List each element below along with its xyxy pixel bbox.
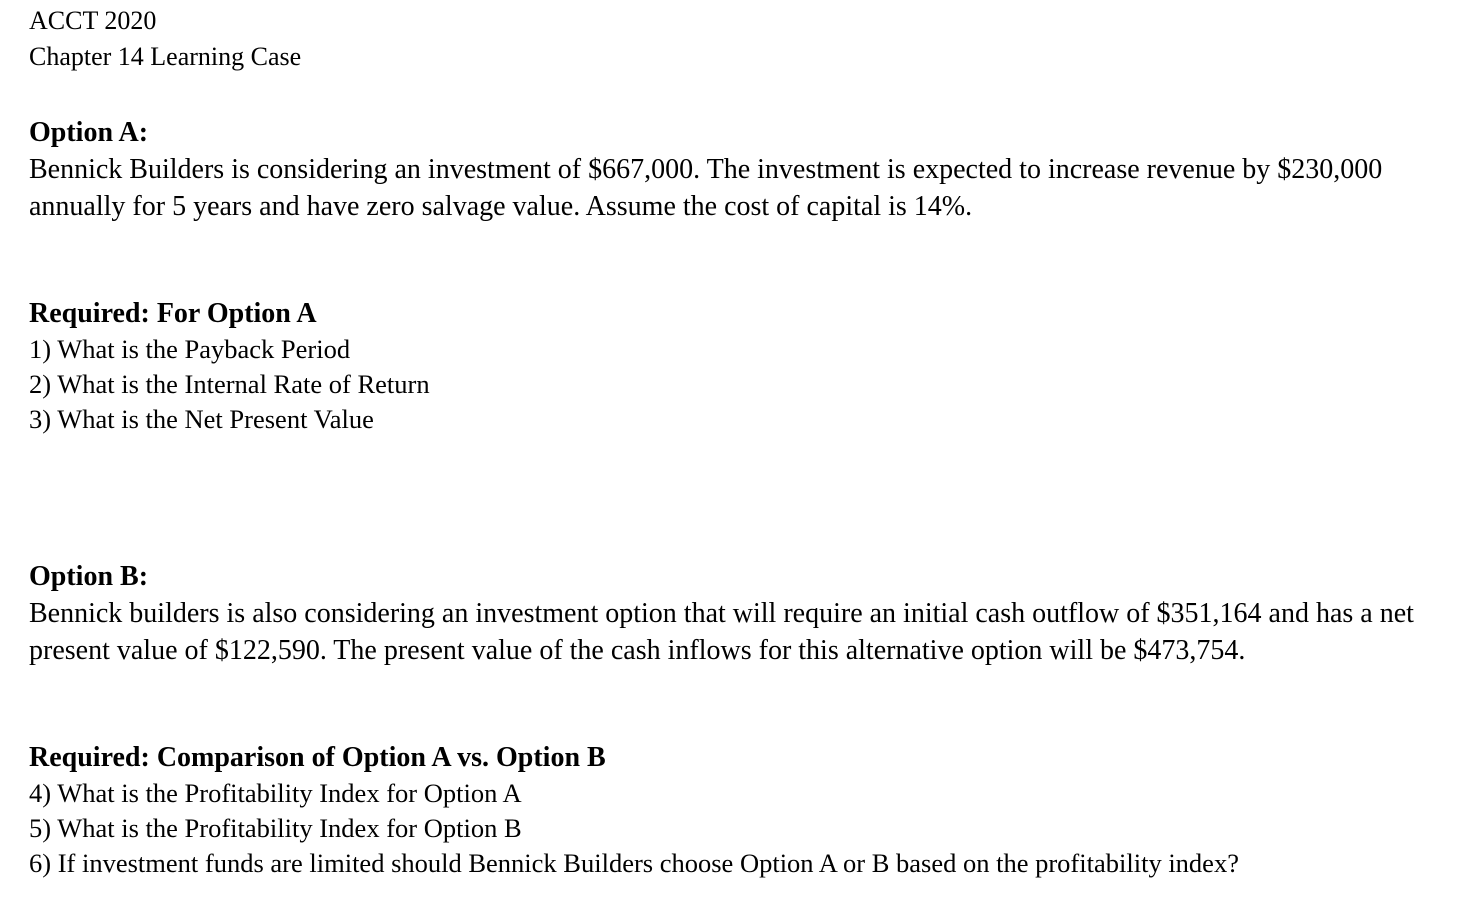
question-item: 4) What is the Profitability Index for Option A xyxy=(29,778,522,808)
question-item: 2) What is the Internal Rate of Return xyxy=(29,369,430,399)
required-a-title: Required: For Option A xyxy=(29,298,317,329)
question-item: 6) If investment funds are limited should Bennick Builders choose Option A or B based on the profitability index? xyxy=(29,848,1239,878)
option-b-section xyxy=(29,559,1439,669)
required-a-questions xyxy=(29,332,1439,437)
option-a-description: Bennick Builders is considering an investment of $667,000. The investment is expected to increase revenue by $230,000 annually for 5 years and have zero salvage value. Assume the cost of capital is 14%. xyxy=(29,154,1383,222)
required-comparison-questions xyxy=(29,776,1439,881)
option-b-description: Bennick builders is also considering an investment option that will require an initial cash outflow of $351,164 and has a net present value of $122,590. The present value of the cash inflows for this alternative option will be $473,754. xyxy=(29,598,1414,666)
question-item: 3) What is the Net Present Value xyxy=(29,404,374,434)
question-item: 5) What is the Profitability Index for Option B xyxy=(29,813,522,843)
required-comparison-title: Required: Comparison of Option A vs. Option B xyxy=(29,742,606,773)
option-a-title: Option A: xyxy=(29,117,149,148)
question-item: 1) What is the Payback Period xyxy=(29,334,351,364)
option-b-title: Option B: xyxy=(29,561,149,592)
case-title: Chapter 14 Learning Case xyxy=(29,42,302,71)
course-code: ACCT 2020 xyxy=(29,6,157,35)
required-comparison-section xyxy=(29,740,1439,881)
option-a-section xyxy=(29,115,1439,225)
required-a-section xyxy=(29,296,1439,437)
